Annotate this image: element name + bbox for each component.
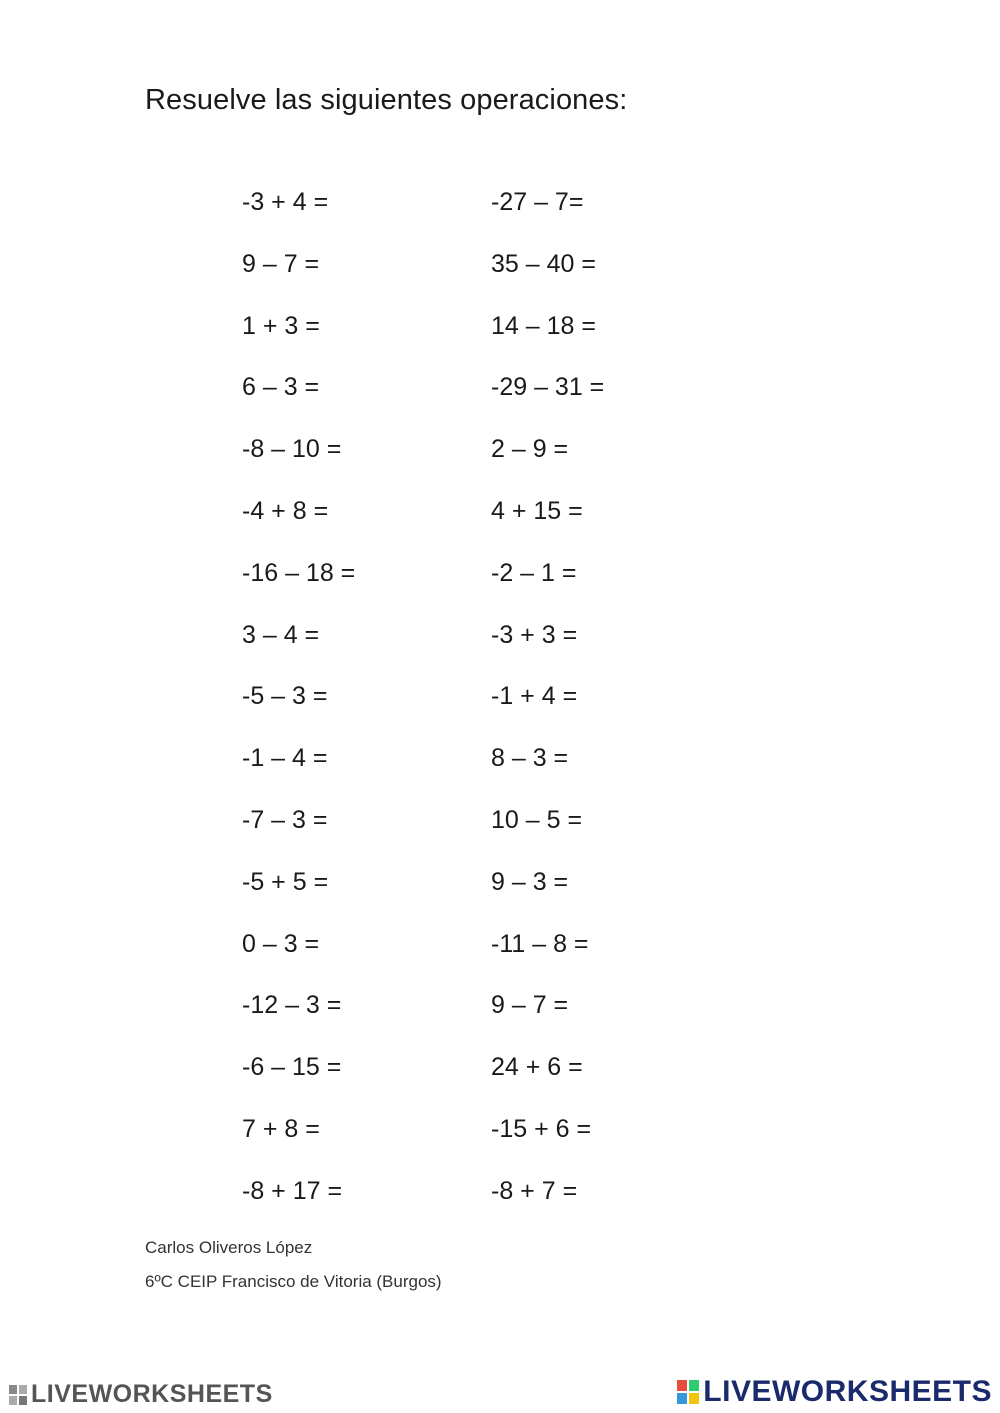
- exercise-left: -5 + 5 =: [242, 867, 329, 896]
- exercise-right: -2 – 1 =: [491, 558, 577, 587]
- exercise-row: [242, 246, 742, 308]
- exercise-right: 14 – 18 =: [491, 311, 596, 340]
- exercise-right: 9 – 7 =: [491, 991, 569, 1020]
- exercise-row: [242, 678, 742, 740]
- author-name: Carlos Oliveros López: [145, 1238, 313, 1257]
- exercise-right: -29 – 31 =: [491, 373, 605, 402]
- exercise-right: -1 + 4 =: [491, 682, 578, 711]
- brand-watermark-right: [676, 1375, 992, 1409]
- exercise-row: [242, 1111, 742, 1173]
- exercise-left: -4 + 8 =: [242, 496, 329, 525]
- exercise-left: 0 – 3 =: [242, 929, 320, 958]
- exercise-row: [242, 184, 742, 246]
- exercise-row: [242, 493, 742, 555]
- exercise-row: [242, 555, 742, 617]
- exercise-left: -5 – 3 =: [242, 682, 328, 711]
- brand-watermark-left: [8, 1380, 273, 1409]
- brand-text-right: LIVEWORKSHEETS: [703, 1375, 992, 1408]
- exercise-row: [242, 369, 742, 431]
- exercise-left: -12 – 3 =: [242, 991, 342, 1020]
- exercise-right: 35 – 40 =: [491, 249, 596, 278]
- exercise-right: -15 + 6 =: [491, 1114, 592, 1143]
- exercise-right: 2 – 9 =: [491, 435, 569, 464]
- exercise-left: -16 – 18 =: [242, 558, 356, 587]
- exercise-left: -8 – 10 =: [242, 435, 342, 464]
- exercise-right: 24 + 6 =: [491, 1053, 583, 1082]
- exercise-row: [242, 1049, 742, 1111]
- exercise-row: [242, 802, 742, 864]
- exercise-left: 7 + 8 =: [242, 1114, 320, 1143]
- exercise-row: [242, 431, 742, 493]
- exercise-left: -7 – 3 =: [242, 805, 328, 834]
- brand-text-left: LIVEWORKSHEETS: [31, 1380, 273, 1408]
- exercise-grid: [242, 184, 742, 1235]
- liveworksheets-logo-icon: [676, 1379, 700, 1405]
- exercise-row: [242, 617, 742, 679]
- exercise-right: -3 + 3 =: [491, 620, 578, 649]
- exercise-row: [242, 308, 742, 370]
- exercise-row: [242, 740, 742, 802]
- exercise-left: 1 + 3 =: [242, 311, 320, 340]
- exercise-row: [242, 926, 742, 988]
- page-title: Resuelve las siguientes operaciones:: [145, 84, 628, 116]
- exercise-right: -8 + 7 =: [491, 1176, 578, 1205]
- school-name: 6ºC CEIP Francisco de Vitoria (Burgos): [145, 1272, 442, 1291]
- exercise-left: 6 – 3 =: [242, 373, 320, 402]
- exercise-right: -11 – 8 =: [491, 929, 589, 958]
- exercise-left: 3 – 4 =: [242, 620, 320, 649]
- exercise-right: 9 – 3 =: [491, 867, 569, 896]
- exercise-left: -6 – 15 =: [242, 1053, 342, 1082]
- liveworksheets-logo-icon: [8, 1384, 28, 1406]
- exercise-left: -1 – 4 =: [242, 744, 328, 773]
- exercise-left: 9 – 7 =: [242, 249, 320, 278]
- exercise-left: -8 + 17 =: [242, 1176, 343, 1205]
- exercise-right: 4 + 15 =: [491, 496, 583, 525]
- exercise-right: 10 – 5 =: [491, 805, 583, 834]
- exercise-right: 8 – 3 =: [491, 744, 569, 773]
- exercise-left: -3 + 4 =: [242, 188, 329, 216]
- exercise-right: -27 – 7=: [491, 188, 584, 216]
- exercise-row: [242, 864, 742, 926]
- exercise-row: [242, 1173, 742, 1235]
- exercise-row: [242, 987, 742, 1049]
